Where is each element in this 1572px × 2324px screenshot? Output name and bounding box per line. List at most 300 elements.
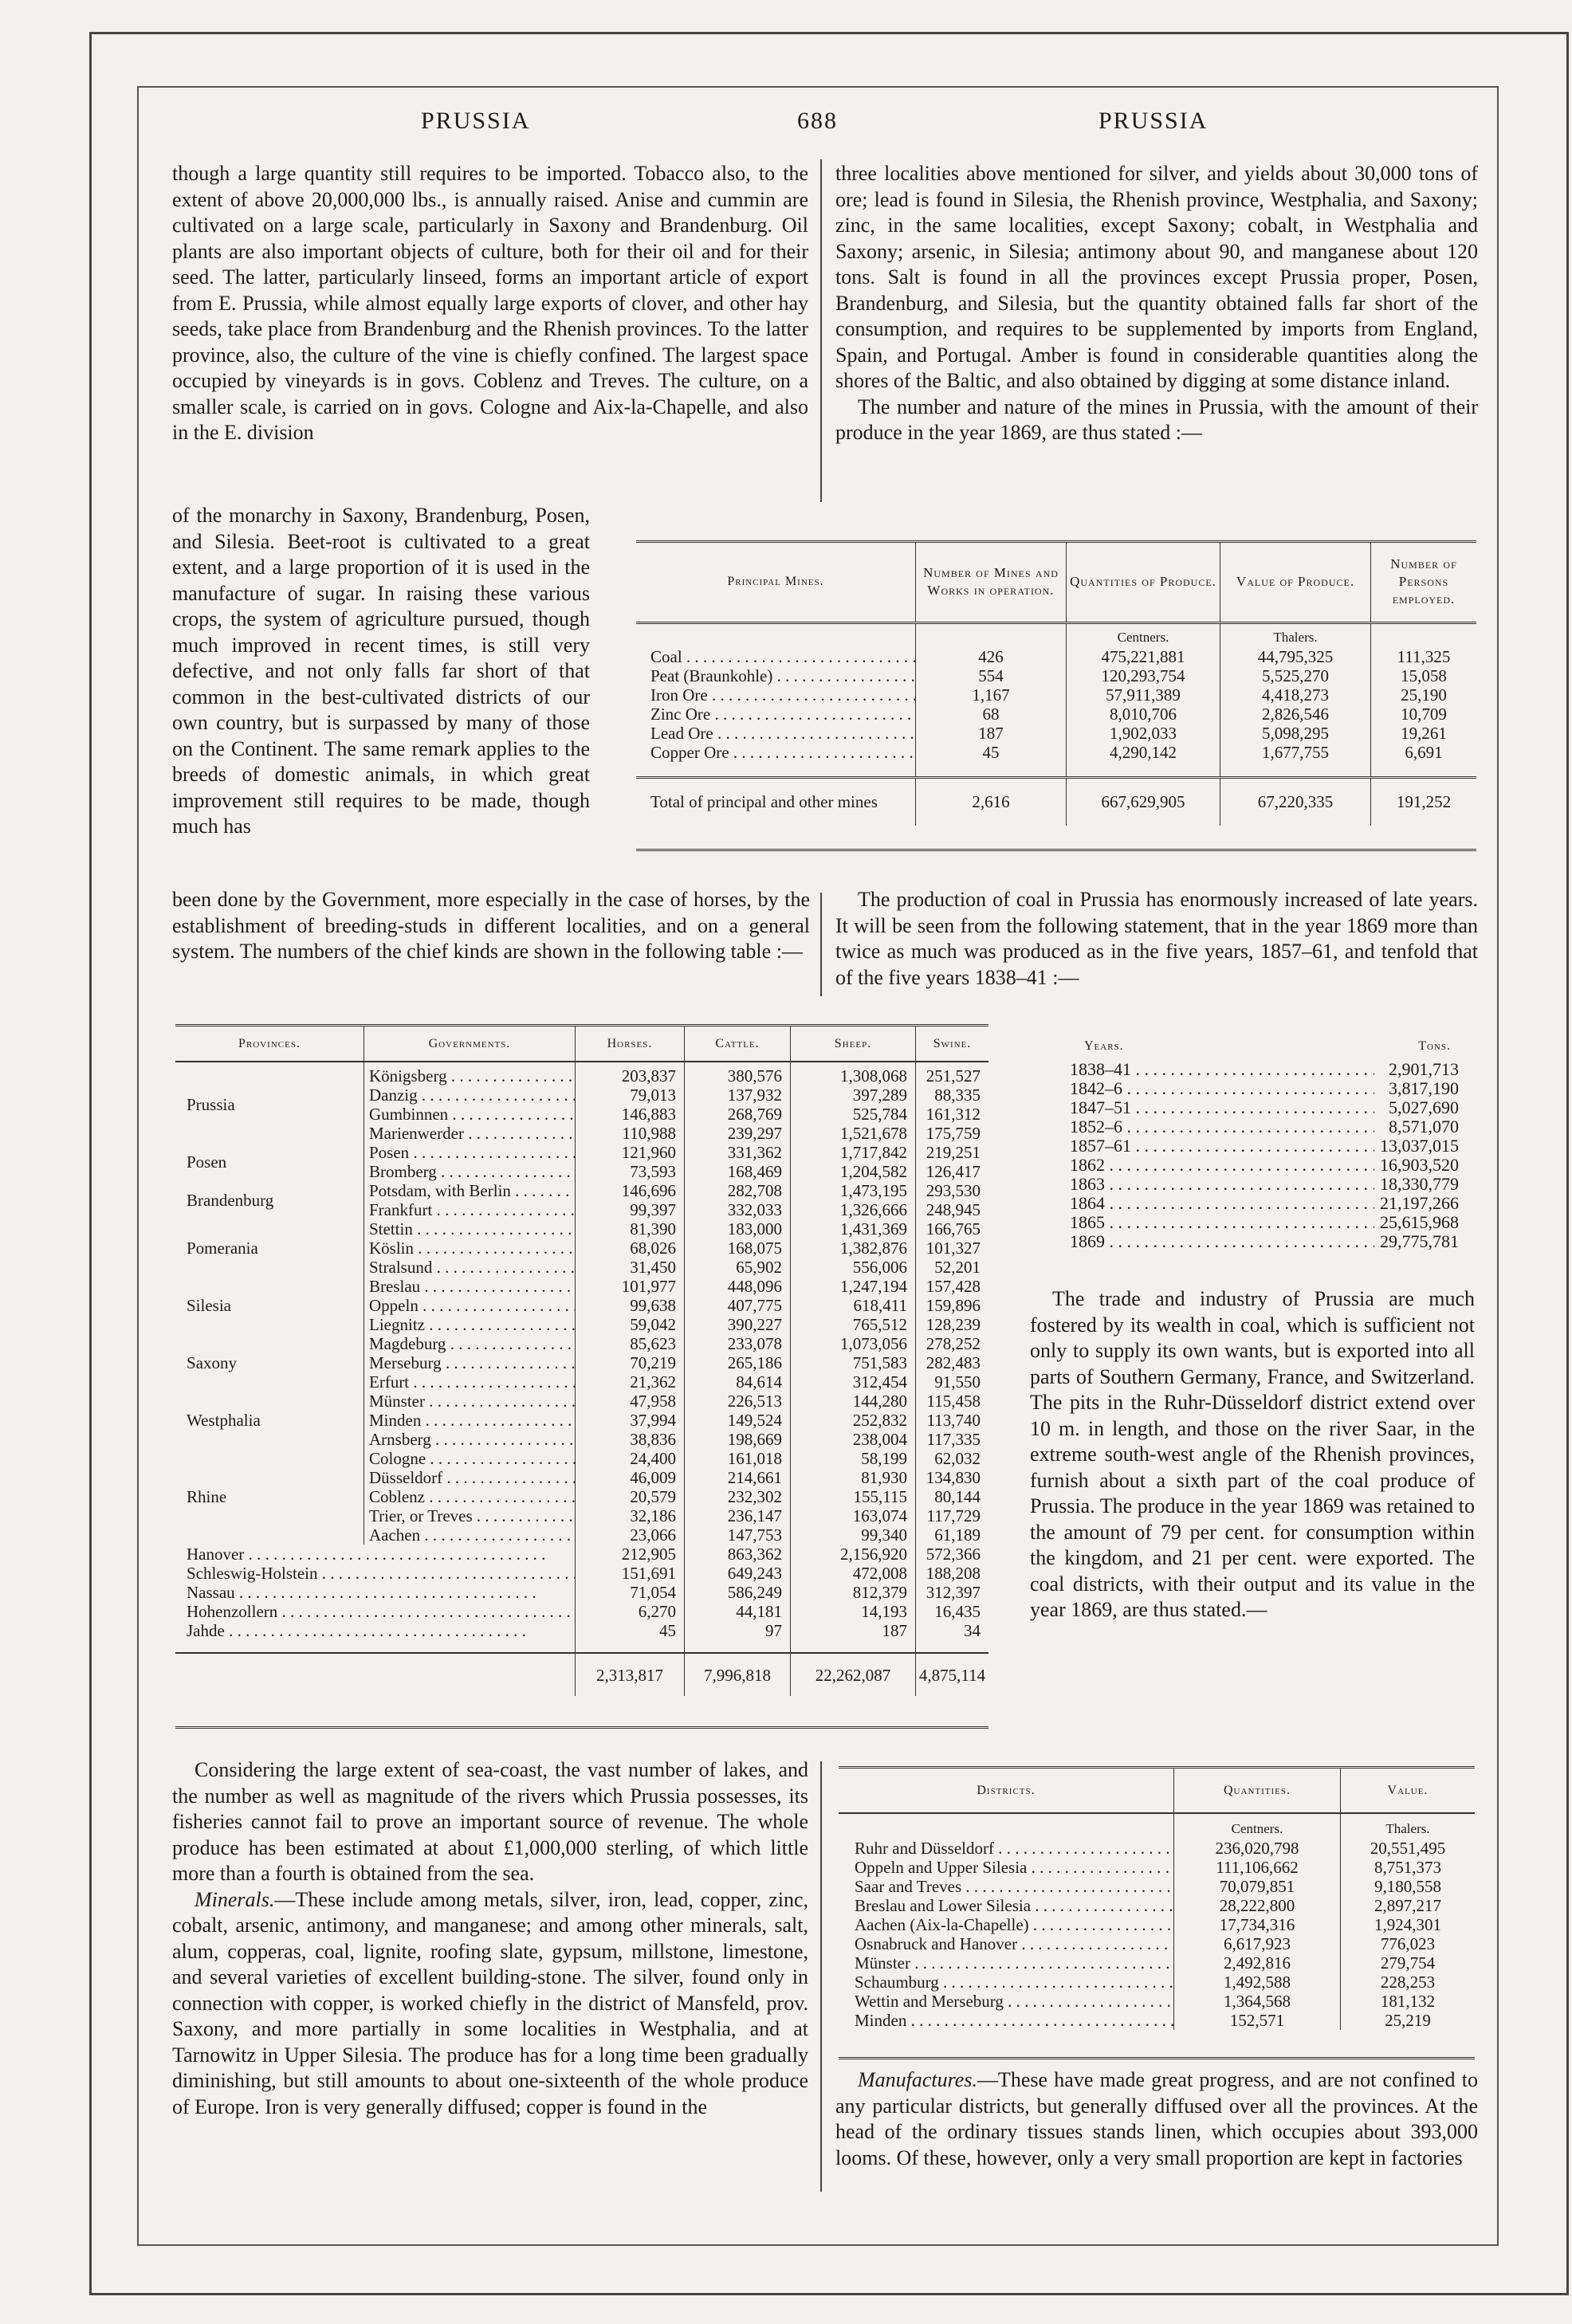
government-label: Oppeln . . . — [364, 1296, 576, 1315]
table-cell: 448,096 — [685, 1277, 791, 1296]
tons-value: 29,775,781 — [1380, 1231, 1459, 1251]
unit-label — [1371, 622, 1477, 647]
table-cell: 19,261 — [1371, 724, 1477, 743]
table-cell: 88,335 — [916, 1085, 989, 1105]
province-label: Posen — [187, 1152, 227, 1172]
district-label: Osnabruck and Hanover . . . — [839, 1934, 1174, 1953]
section-label: Manufactures. — [858, 2068, 977, 2091]
header-left: PRUSSIA — [421, 108, 531, 134]
spacer-cell — [576, 1640, 685, 1653]
table-cell: 6,691 — [1371, 743, 1477, 762]
government-label: Bromberg . . . — [364, 1162, 576, 1181]
table-cell: 70,079,851 — [1174, 1877, 1341, 1896]
spacer-cell — [685, 1640, 791, 1653]
unit-label: Centners. — [1067, 622, 1220, 647]
spacer-cell — [1067, 762, 1220, 778]
district-label: Aachen (Aix-la-Chapelle) . . . — [839, 1915, 1174, 1934]
table-row — [175, 1392, 988, 1411]
col-header: Value. — [1341, 1769, 1476, 1813]
trade-text — [1030, 1286, 1475, 1623]
table-cell: 37,994 — [576, 1411, 685, 1430]
tons-value: 25,615,968 — [1380, 1212, 1459, 1232]
table-cell: 426 — [916, 647, 1067, 666]
table-cell: 232,302 — [685, 1487, 791, 1506]
table-cell: 282,708 — [685, 1181, 791, 1200]
tons-value: 13,037,015 — [1380, 1136, 1459, 1156]
table-row — [175, 1449, 988, 1468]
table-cell: 120,293,754 — [1067, 666, 1220, 685]
table-cell: 236,147 — [685, 1506, 791, 1525]
row-label: Peat (Braunkohle) . . . — [636, 666, 916, 685]
government-label: Münster . . . — [364, 1392, 576, 1411]
year-label: 1864 . . . — [1028, 1194, 1374, 1213]
table-cell: 81,930 — [791, 1468, 916, 1487]
table-cell: 472,008 — [791, 1564, 916, 1583]
table-cell: 1,717,842 — [791, 1143, 916, 1162]
government-label: Cologne . . . — [364, 1449, 576, 1468]
table-row — [839, 1858, 1475, 1877]
province-label: Pomerania — [187, 1239, 258, 1258]
tons-value: 18,330,779 — [1380, 1174, 1459, 1194]
table-cell: 101,977 — [576, 1277, 685, 1296]
table-cell: 73,593 — [576, 1162, 685, 1181]
table-cell: 97 — [685, 1621, 791, 1640]
table-cell: 278,252 — [916, 1334, 989, 1353]
spacer-cell — [636, 762, 916, 778]
col-header: Horses. — [576, 1027, 685, 1062]
table-cell: 137,932 — [685, 1085, 791, 1105]
table-cell: 80,144 — [916, 1487, 989, 1506]
table-cell: 17,734,316 — [1174, 1915, 1341, 1934]
table-cell: 236,020,798 — [1174, 1839, 1341, 1858]
paragraph: The production of coal in Prussia has enormously increased of late years. It will be seen from the following statement, that in the year 1869 more than twice as much was produced as in the five years, 1857–61, and tenfold that of the five years 1838–41 :— — [835, 888, 1478, 989]
table-cell: 163,074 — [791, 1506, 916, 1525]
table-row — [839, 1839, 1475, 1858]
column-rule — [820, 1761, 822, 2192]
table-row — [839, 1915, 1475, 1934]
table-row — [636, 743, 1476, 762]
total-row — [636, 778, 1476, 826]
table-row — [636, 705, 1476, 724]
table-cell: 91,550 — [916, 1372, 989, 1392]
table-cell: 8,010,706 — [1067, 705, 1220, 724]
table-cell: 44,181 — [685, 1602, 791, 1621]
government-label: Merseburg . . . — [364, 1353, 576, 1372]
table-cell: 166,765 — [916, 1219, 989, 1239]
district-label: Oppeln and Upper Silesia . . . — [839, 1858, 1174, 1877]
table-cell: 99,638 — [576, 1296, 685, 1315]
table-cell: 144,280 — [791, 1392, 916, 1411]
coal-years-table — [1028, 1033, 1475, 1251]
government-label: Magdeburg . . . — [364, 1334, 576, 1353]
province-label: Hohenzollern . . . — [175, 1602, 576, 1621]
col-header: Swine. — [916, 1027, 989, 1062]
table-cell: 219,251 — [916, 1143, 989, 1162]
unit-label — [916, 622, 1067, 647]
spacer-cell — [1371, 762, 1477, 778]
table-cell: 293,530 — [916, 1181, 989, 1200]
government-label: Minden . . . — [364, 1411, 576, 1430]
spacer-cell — [791, 1640, 916, 1653]
table-row — [839, 1953, 1475, 1973]
table-cell: 117,729 — [916, 1506, 989, 1525]
table-cell: 68,026 — [576, 1239, 685, 1258]
table-cell: 8,751,373 — [1341, 1858, 1476, 1877]
table-cell: 1,167 — [916, 685, 1067, 705]
table-cell: 126,417 — [916, 1162, 989, 1181]
livestock-table — [175, 1024, 988, 1729]
province-label: Rhine — [187, 1487, 227, 1506]
districts-table — [839, 1766, 1475, 2059]
table-cell: 1,677,755 — [1220, 743, 1371, 762]
table-cell: 265,186 — [685, 1353, 791, 1372]
province-label: Jahde . . . — [175, 1621, 576, 1640]
table-cell: 28,222,800 — [1174, 1896, 1341, 1915]
table-row — [1028, 1232, 1475, 1251]
table-cell: 99,397 — [576, 1200, 685, 1219]
spacer-cell — [916, 762, 1067, 778]
table-cell: 20,579 — [576, 1487, 685, 1506]
table-cell: 34 — [916, 1621, 989, 1640]
column-rule — [820, 893, 822, 996]
table-cell: 1,924,301 — [1341, 1915, 1476, 1934]
table-row — [1028, 1117, 1475, 1136]
table-cell: 58,199 — [791, 1449, 916, 1468]
unit-label: Centners. — [1174, 1813, 1341, 1839]
table-cell: 62,032 — [916, 1449, 989, 1468]
table-cell: 4,418,273 — [1220, 685, 1371, 705]
table-cell: 248,945 — [916, 1200, 989, 1219]
paragraph: been done by the Government, more especially in the case of horses, by the establishment of breeding-studs in different localities, and on a general system. The numbers of the chief kinds are shown in the following table :— — [172, 888, 810, 963]
table-cell: 10,709 — [1371, 705, 1477, 724]
table-cell: 31,450 — [576, 1258, 685, 1277]
table-cell: 115,458 — [916, 1392, 989, 1411]
table-cell: 101,327 — [916, 1239, 989, 1258]
table-cell: 390,227 — [685, 1315, 791, 1334]
spacer-cell — [175, 1640, 576, 1653]
units-row — [636, 622, 1476, 647]
table-cell: 239,297 — [685, 1124, 791, 1143]
table-cell: 168,469 — [685, 1162, 791, 1181]
district-label: Ruhr and Düsseldorf . . . — [839, 1839, 1174, 1858]
row-label: Lead Ore . . . — [636, 724, 916, 743]
table-cell: 161,312 — [916, 1105, 989, 1124]
table-cell: 1,247,194 — [791, 1277, 916, 1296]
table-cell: 146,883 — [576, 1105, 685, 1124]
year-label: 1869 . . . — [1028, 1232, 1374, 1251]
spacer-cell — [175, 1653, 576, 1696]
table-cell: 776,023 — [1341, 1934, 1476, 1953]
table-cell: 554 — [916, 666, 1067, 685]
table-cell: 765,512 — [791, 1315, 916, 1334]
province-label: Hanover . . . — [175, 1545, 576, 1564]
table-cell: 25,219 — [1341, 2011, 1476, 2030]
table-cell: 81,390 — [576, 1219, 685, 1239]
col2-top-text — [835, 161, 1478, 446]
table-row — [175, 1545, 988, 1564]
province-label: Nassau . . . — [175, 1583, 576, 1602]
col-header: Number of Persons employed. — [1371, 543, 1477, 622]
table-cell: 70,219 — [576, 1353, 685, 1372]
table-cell: 111,325 — [1371, 647, 1477, 666]
table-cell: 5,098,295 — [1220, 724, 1371, 743]
manufactures-body: —These have made great progress, and are not confined to any particular districts, but generally diffused over all the provinces. At the head of the ordinary tissues stands linen, which occupies about 393,000 looms. Of these, however, only a very small proportion are kept in factories — [835, 2068, 1478, 2169]
tons-value: 16,903,520 — [1380, 1155, 1459, 1175]
total-cell: 7,996,818 — [685, 1653, 791, 1696]
table-cell: 203,837 — [576, 1066, 685, 1085]
column-rule — [820, 159, 822, 502]
table-cell: 45 — [576, 1621, 685, 1640]
total-cell: 4,875,114 — [916, 1653, 989, 1696]
total-cell: 67,220,335 — [1220, 778, 1371, 826]
total-cell: 667,629,905 — [1067, 778, 1220, 826]
year-label: 1838–41 . . . — [1028, 1060, 1374, 1079]
table-cell: 1,521,678 — [791, 1124, 916, 1143]
table-row — [175, 1334, 988, 1353]
district-label: Münster . . . — [839, 1953, 1174, 1973]
district-label: Minden . . . — [839, 2011, 1174, 2030]
minerals-text: —These include among metals, silver, iron, lead, copper, zinc, cobalt, arsenic, antimony, and manganese; and among other minerals, salt, alum, copperas, coal, lignite, roofing slate, gypsum, millstone, limestone, and several varieties of excellent building-stone. The silver, found only in connection with copper, is worked chiefly in the district of Mansfeld, prov. Saxony, and more partially in some localities in Westphalia, and at Tarnowitz in Upper Silesia. The produce has for a long time been gradually diminishing, but still amounts to about one-sixteenth of the whole produce of Europe. Iron is very generally diffused; copper is found in the — [172, 1887, 808, 2118]
year-label: 1862 . . . — [1028, 1156, 1374, 1175]
table-cell: 161,018 — [685, 1449, 791, 1468]
table-cell: 6,617,923 — [1174, 1934, 1341, 1953]
coal-intro-text — [835, 887, 1478, 991]
paragraph: though a large quantity still requires to be imported. Tobacco also, to the extent of above 20,000,000 lbs., is annually raised. Anise and cummin are cultivated on a large scale, particularly in Saxony and Brandenburg. Oil plants are also important objects of culture, both for their oil and for their seed. The latter, particularly linseed, forms an important article of export from E. Prussia, while almost equally large exports of clover, and other hay seeds, take place from Brandenburg and the Rhenish provinces. To the latter province, also, the culture of the vine is chiefly confined. The largest space occupied by vineyards is in govs. Coblenz and Treves. The culture, on a smaller scale, is carried on in govs. Cologne and Aix-la-Chapelle, and also in the E. division — [172, 162, 808, 444]
table-row — [839, 1973, 1475, 1992]
table-cell: 212,905 — [576, 1545, 685, 1564]
table-cell: 407,775 — [685, 1296, 791, 1315]
unit-label: Thalers. — [1341, 1813, 1476, 1839]
table-row — [636, 666, 1476, 685]
table-row — [1028, 1175, 1475, 1194]
col-header: Quantities. — [1174, 1769, 1341, 1813]
paragraph: Considering the large extent of sea-coast, the vast number of lakes, and the number as well as magnitude of the rivers which Prussia possesses, its fisheries cannot fail to prove an important source of revenue. The whole produce has been estimated at about £1,000,000 sterling, of which little more than a fourth is obtained from the sea. — [172, 1758, 808, 1885]
table-cell: 159,896 — [916, 1296, 989, 1315]
spacer-row — [636, 762, 1476, 778]
table-cell: 268,769 — [685, 1105, 791, 1124]
table-cell: 15,058 — [1371, 666, 1477, 685]
table-cell: 45 — [916, 743, 1067, 762]
table-row — [175, 1143, 988, 1162]
table-cell: 226,513 — [685, 1392, 791, 1411]
table-cell: 84,614 — [685, 1372, 791, 1392]
table-row — [636, 647, 1476, 666]
table-cell: 863,362 — [685, 1545, 791, 1564]
table-row — [1028, 1060, 1475, 1079]
province-label: Prussia — [187, 1095, 235, 1114]
col-header: Quantities of Produce. — [1067, 543, 1220, 622]
table-cell: 380,576 — [685, 1066, 791, 1085]
government-label: Frankfurt . . . — [364, 1200, 576, 1219]
col1-narrow-text — [172, 503, 590, 840]
table-row — [175, 1219, 988, 1239]
tons-value: 2,901,713 — [1389, 1059, 1459, 1079]
table-row — [1028, 1136, 1475, 1156]
table-cell: 187 — [791, 1621, 916, 1640]
table-row — [1028, 1098, 1475, 1117]
table-cell: 110,988 — [576, 1124, 685, 1143]
table-cell: 282,483 — [916, 1353, 989, 1372]
col1-top-text — [172, 161, 808, 446]
government-label: Breslau . . . — [364, 1277, 576, 1296]
table-cell: 1,073,056 — [791, 1334, 916, 1353]
year-label: 1852–6 . . . — [1028, 1117, 1374, 1136]
table-cell: 586,249 — [685, 1583, 791, 1602]
table-cell: 1,473,195 — [791, 1181, 916, 1200]
total-row — [175, 1653, 988, 1696]
government-label: Marienwerder . . . — [364, 1124, 576, 1143]
table-cell: 2,492,816 — [1174, 1953, 1341, 1973]
table-cell: 1,364,568 — [1174, 1992, 1341, 2011]
table-cell: 65,902 — [685, 1258, 791, 1277]
district-label: Schaumburg . . . — [839, 1973, 1174, 1992]
government-label: Posen . . . — [364, 1143, 576, 1162]
table-cell: 1,492,588 — [1174, 1973, 1341, 1992]
province-label: Saxony — [187, 1353, 237, 1372]
table-cell: 1,326,666 — [791, 1200, 916, 1219]
paragraph — [835, 2067, 1478, 2171]
table-cell: 99,340 — [791, 1525, 916, 1545]
table-cell: 188,208 — [916, 1564, 989, 1583]
table-cell: 59,042 — [576, 1315, 685, 1334]
table-cell: 238,004 — [791, 1430, 916, 1449]
table-row — [1028, 1194, 1475, 1213]
tons-value: 3,817,190 — [1389, 1078, 1459, 1098]
table-cell: 38,836 — [576, 1430, 685, 1449]
table-cell: 175,759 — [916, 1124, 989, 1143]
col1-after-text — [172, 887, 810, 965]
government-label: Trier, or Treves . . . — [364, 1506, 576, 1525]
table-cell: 155,115 — [791, 1487, 916, 1506]
table-cell: 121,960 — [576, 1143, 685, 1162]
table-cell: 183,000 — [685, 1219, 791, 1239]
paragraph: The number and nature of the mines in Prussia, with the amount of their produce in the year 1869, are thus stated :— — [835, 395, 1478, 444]
table-cell: 2,156,920 — [791, 1545, 916, 1564]
table-cell: 46,009 — [576, 1468, 685, 1487]
table-cell: 233,078 — [685, 1334, 791, 1353]
table-cell: 525,784 — [791, 1105, 916, 1124]
table-row — [839, 1877, 1475, 1896]
table-cell: 128,239 — [916, 1315, 989, 1334]
province-label: Schleswig-Holstein . . . — [175, 1564, 576, 1583]
units-row — [839, 1813, 1475, 1839]
col-header: Principal Mines. — [727, 575, 824, 589]
table-cell: 332,033 — [685, 1200, 791, 1219]
table-cell: 79,013 — [576, 1085, 685, 1105]
unit-label — [839, 1813, 1174, 1839]
table-cell: 572,366 — [916, 1545, 989, 1564]
table-cell: 252,832 — [791, 1411, 916, 1430]
year-label: 1857–61 . . . — [1028, 1136, 1374, 1156]
table-row — [175, 1621, 988, 1640]
col-header: Provinces. — [238, 1036, 301, 1050]
table-cell: 57,911,389 — [1067, 685, 1220, 705]
year-label: 1865 . . . — [1028, 1213, 1374, 1232]
table-cell: 20,551,495 — [1341, 1839, 1476, 1858]
table-cell: 61,189 — [916, 1525, 989, 1545]
table-cell: 21,362 — [576, 1372, 685, 1392]
table-cell: 649,243 — [685, 1564, 791, 1583]
paragraph — [172, 1887, 808, 2121]
table-cell: 71,054 — [576, 1583, 685, 1602]
table-cell: 134,830 — [916, 1468, 989, 1487]
table-row — [839, 1992, 1475, 2011]
table-cell: 751,583 — [791, 1353, 916, 1372]
table-row — [1028, 1079, 1475, 1098]
manufactures-text — [835, 2067, 1478, 2171]
unit-label — [636, 622, 916, 647]
page-number: 688 — [797, 108, 838, 134]
col-header: Number of Mines and Works in operation. — [916, 543, 1067, 622]
table-cell: 157,428 — [916, 1277, 989, 1296]
table-row — [175, 1602, 988, 1621]
government-label: Arnsberg . . . — [364, 1430, 576, 1449]
table-cell: 44,795,325 — [1220, 647, 1371, 666]
table-cell: 198,669 — [685, 1430, 791, 1449]
government-label: Liegnitz . . . — [364, 1315, 576, 1334]
table-row — [636, 724, 1476, 743]
col-header: Value of Produce. — [1220, 543, 1371, 622]
table-cell: 24,400 — [576, 1449, 685, 1468]
table-cell: 187 — [916, 724, 1067, 743]
header-right: PRUSSIA — [1098, 108, 1208, 134]
table-cell: 1,382,876 — [791, 1239, 916, 1258]
table-row — [175, 1181, 988, 1200]
table-cell: 52,201 — [916, 1258, 989, 1277]
table-cell: 9,180,558 — [1341, 1877, 1476, 1896]
col1-bottom-text — [172, 1757, 808, 2120]
table-cell: 2,897,217 — [1341, 1896, 1476, 1915]
table-cell: 117,335 — [916, 1430, 989, 1449]
table-cell: 556,006 — [791, 1258, 916, 1277]
paragraph: three localities above mentioned for silver, and yields about 30,000 tons of ore; lead is found in Silesia, the Rhenish province, Westphalia, and Saxony; zinc, in the same localities, except Saxony; cobalt, in Westphalia and Saxony; arsenic, in Silesia; antimony about 90, and manganese about 120 tons. Salt is found in all the provinces except Prussia proper, Posen, Brandenburg, and Silesia, but the quantity obtained falls far short of the consumption, and requires to be supplemented by imports from England, Spain, and Portugal. Amber is found in considerable quantities along the shores of the Baltic, and also obtained by digging at some distance inland. — [835, 162, 1478, 392]
government-label: Potsdam, with Berlin . . . — [364, 1181, 576, 1200]
tons-value: 21,197,266 — [1380, 1193, 1459, 1213]
table-cell: 111,106,662 — [1174, 1858, 1341, 1877]
table-row — [636, 685, 1476, 705]
table-cell: 279,754 — [1341, 1953, 1476, 1973]
mines-table — [636, 540, 1476, 851]
table-cell: 85,623 — [576, 1334, 685, 1353]
table-cell: 146,696 — [576, 1181, 685, 1200]
government-label: Aachen . . . — [364, 1525, 576, 1545]
table-cell: 32,186 — [576, 1506, 685, 1525]
table-cell: 251,527 — [916, 1066, 989, 1085]
row-label: Copper Ore . . . — [636, 743, 916, 762]
table-cell: 312,397 — [916, 1583, 989, 1602]
province-label: Westphalia — [187, 1411, 261, 1430]
table-cell: 14,193 — [791, 1602, 916, 1621]
spacer-cell — [1220, 762, 1371, 778]
table-cell: 181,132 — [1341, 1992, 1476, 2011]
total-cell: 191,252 — [1371, 778, 1477, 826]
table-cell: 168,075 — [685, 1239, 791, 1258]
table-cell: 68 — [916, 705, 1067, 724]
province-label: Silesia — [187, 1296, 231, 1315]
government-label: Königsberg . . . — [364, 1066, 576, 1085]
table-cell: 149,524 — [685, 1411, 791, 1430]
row-label: Zinc Ore . . . — [636, 705, 916, 724]
col-header: Cattle. — [685, 1027, 791, 1062]
government-label: Coblenz . . . — [364, 1487, 576, 1506]
table-cell: 397,289 — [791, 1085, 916, 1105]
government-label: Köslin . . . — [364, 1239, 576, 1258]
spacer-cell — [916, 1640, 989, 1653]
total-cell: 22,262,087 — [791, 1653, 916, 1696]
table-cell: 214,661 — [685, 1468, 791, 1487]
table-row — [839, 1934, 1475, 1953]
table-row — [175, 1277, 988, 1296]
